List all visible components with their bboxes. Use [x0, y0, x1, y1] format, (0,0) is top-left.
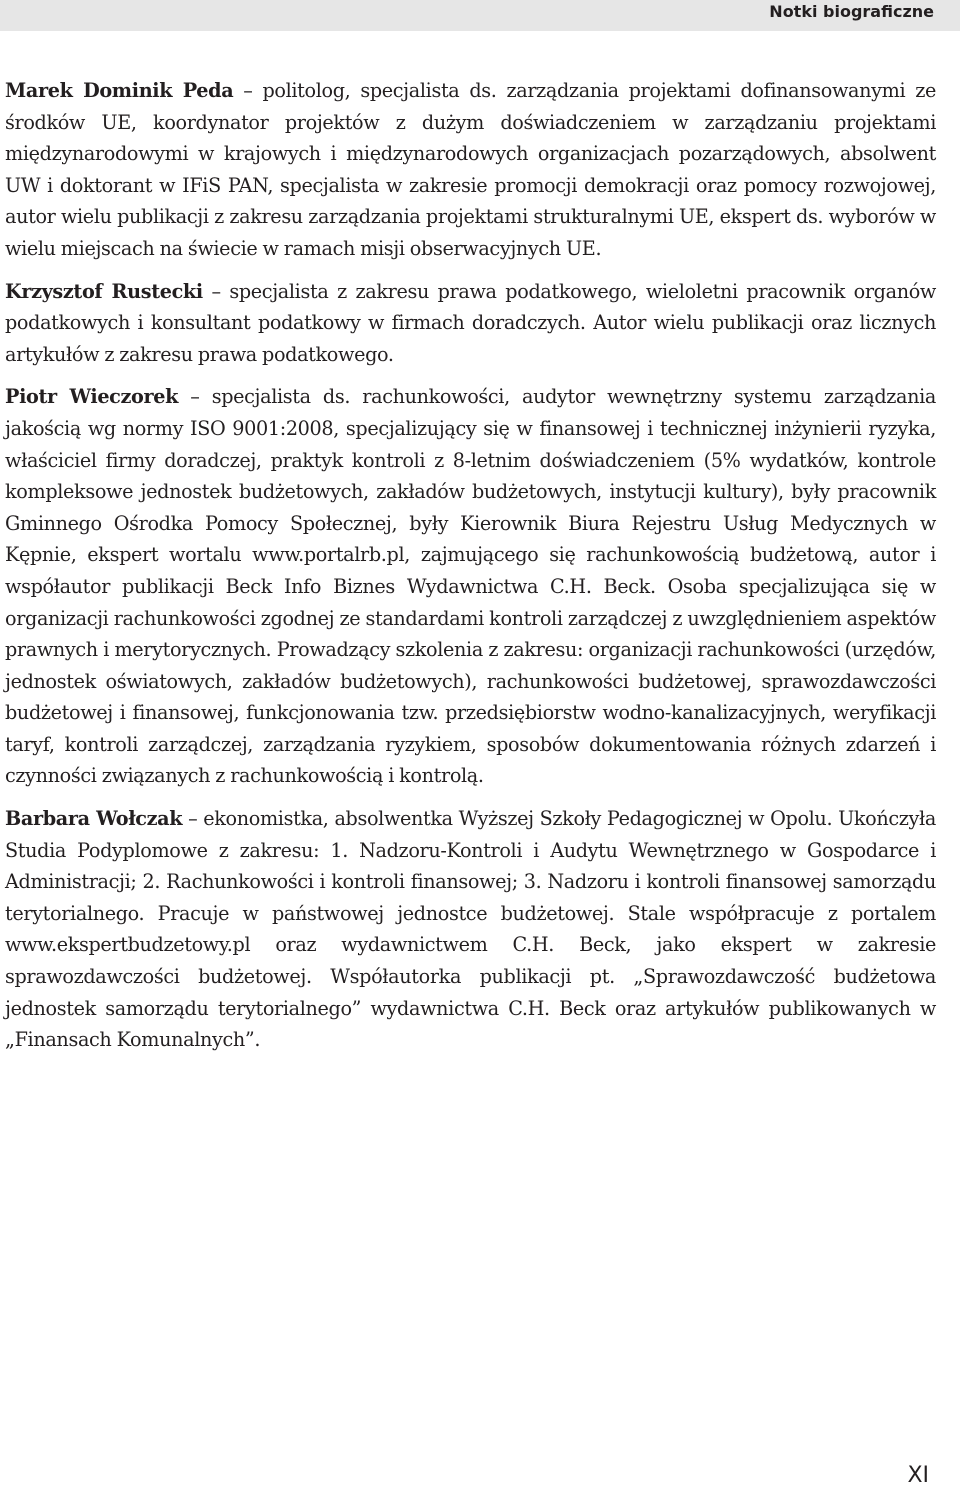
bio-text: – specjalista z zakresu prawa podatkowego, wieloletni pracownik organów podatkowych i konsultant podatkowy w firmach doradczych. Autor wielu publikacji oraz licznych artykułów z zakresu prawa podatkowego. — [5, 279, 936, 366]
running-header — [0, 0, 960, 31]
bio-krzysztof-rustecki — [5, 276, 936, 371]
biographies — [5, 75, 936, 1067]
page-number: XI — [907, 1463, 929, 1488]
bio-marek-dominik-peda — [5, 75, 936, 265]
bio-text: – ekonomistka, absolwentka Wyższej Szkoły Pedagogicznej w Opolu. Ukończyła Studia Podyplomowe z zakresu: 1. Nadzoru-Kontroli i Audytu Wewnętrznego w Gospodarce i Administracji; 2. Rachunkowości i kontroli finansowej; 3. Nadzoru i kontroli finansowej samorządu terytorialnego. Pracuje w państwowej jednostce budżetowej. Stale współpracuje z portalem www.ekspertbudzetowy.pl oraz wydawnictwem C.H. Beck, jako ekspert w zakresie sprawozdawczości budżetowej. Współautorka publikacji pt. „Sprawozdawczość budżetowa jednostek samorządu terytorialnego” wydawnictwa C.H. Beck oraz artykułów publikowanych w „Finansach Komunalnych”. — [5, 807, 936, 1052]
bio-name: Krzysztof Rustecki — [5, 279, 203, 303]
bio-barbara-wolczak — [5, 803, 936, 1056]
running-header-title: Notki biograficzne — [769, 2, 934, 21]
bio-text: – specjalista ds. rachunkowości, audytor wewnętrzny systemu zarządzania jakością wg normy ISO 9001:2008, specjalizujący się w finansowej i technicznej inżynierii ryzyka, właściciel firmy doradczej, praktyk kontroli z 8-letnim doświadczeniem (5% wydatków, kontrole kompleksowe jednostek budżetowych, zakładów budżetowych, instytucji kultury), były pracownik Gminnego Ośrodka Pomocy Społecznej, były Kierownik Biura Rejestru Usług Medycznych w Kępnie, ekspert wortalu www.portalrb.pl, zajmującego się rachunkowością budżetową, autor i współautor publikacji Beck Info Biznes Wydawnictwa C.H. Beck. Osoba specjalizująca się w organizacji rachunkowości zgodnej ze standardami kontroli zarządczej z uwzględnieniem aspektów prawnych i merytorycznych. Prowadzący szkolenia z zakresu: organizacji rachunkowości (urzędów, jednostek oświatowych, zakładów budżetowych), rachunkowości budżetowej, sprawozdawczości budżetowej i finansowej, funkcjonowania tzw. przedsiębiorstw wodno-kanalizacyjnych, weryfikacji taryf, kontroli zarządczej, zarządzania ryzykiem, sposobów dokumentowania różnych zdarzeń i czynności związanych z rachunkowością i kontrolą. — [5, 385, 936, 788]
bio-name: Barbara Wołczak — [5, 807, 183, 831]
bio-text: – politolog, specjalista ds. zarządzania projektami dofinansowanymi ze środków UE, koordynator projektów z dużym doświadczeniem w zarządzaniu projektami międzynarodowymi w krajowych i międzynarodowych organizacjach pozarządowych, absolwent UW i doktorant w IFiS PAN, specjalista w zakresie promocji demokracji oraz pomocy rozwojowej, autor wielu publikacji z zakresu zarządzania projektami strukturalnymi UE, ekspert ds. wyborów w wielu miejscach na świecie w ramach misji obserwacyjnych UE. — [5, 79, 936, 260]
bio-piotr-wieczorek — [5, 381, 936, 792]
bio-name: Marek Dominik Peda — [5, 79, 234, 102]
bio-name: Piotr Wieczorek — [5, 385, 179, 409]
